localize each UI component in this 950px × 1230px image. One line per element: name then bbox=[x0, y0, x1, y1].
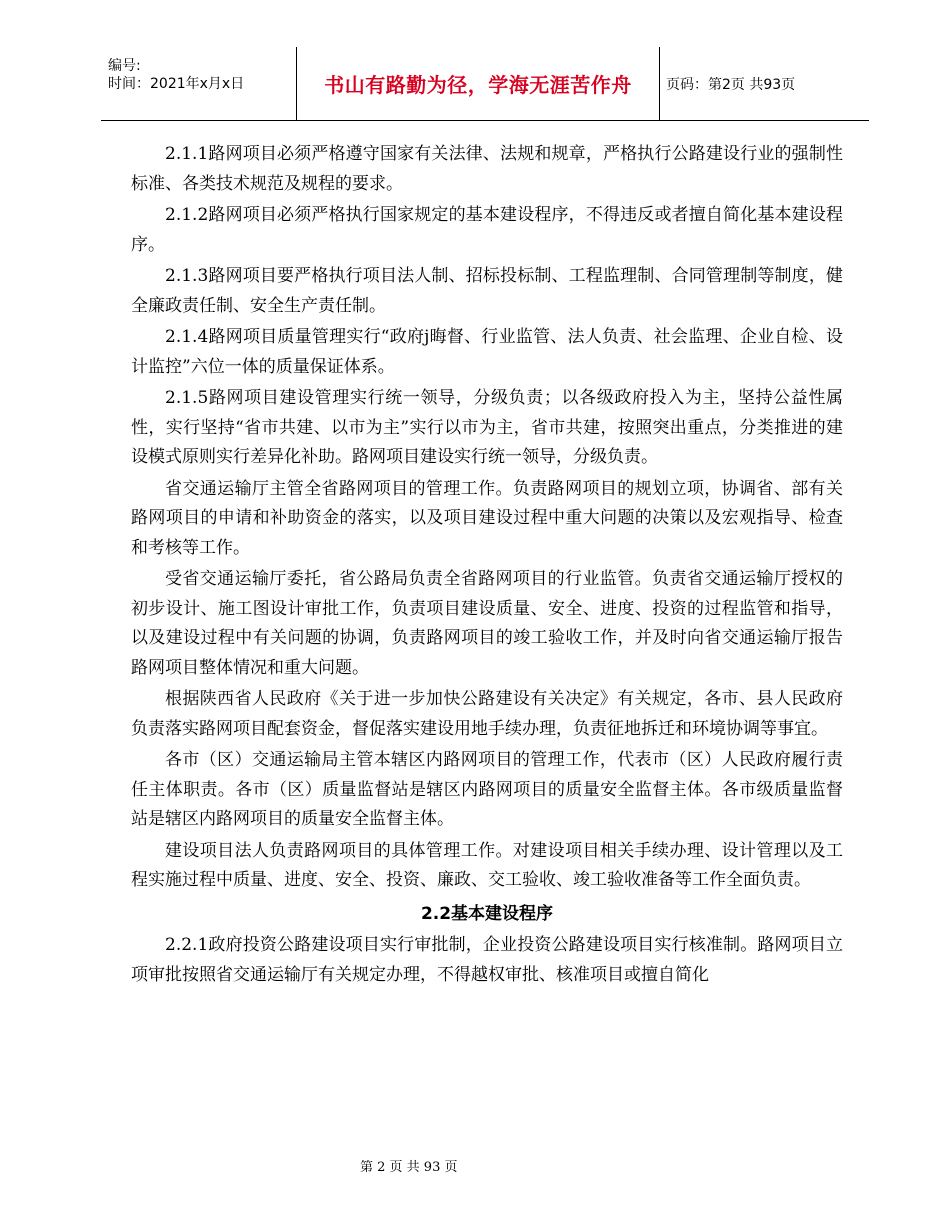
time-label: 时间：2021年x月x日 bbox=[108, 76, 245, 92]
paragraph: 2.2.1政府投资公路建设项目实行审批制，企业投资公路建设项目实行核准制。路网项目立项审批按照省交通运输厅有关规定办理，不得越权审批、核准项目或擅自简化 bbox=[131, 935, 843, 985]
paragraph: 2.1.4路网项目质量管理实行“政府j晦督、行业监管、法人负责、社会监理、企业自检、设计监控”六位一体的质量保证体系。 bbox=[131, 327, 843, 377]
header-page-info: 页码：第2页 共93页 bbox=[666, 76, 796, 93]
paragraph: 受省交通运输厅委托，省公路局负责全省路网项目的行业监管。负责省交通运输厅授权的初步设计、施工图设计审批工作，负责项目建设质量、安全、进度、投资的过程监管和指导，以及建设过程中有关问题的协调，负责路网项目的竣工验收工作，并及时向省交通运输厅报告路网项目整体情况和重大问题。 bbox=[131, 569, 843, 678]
document-body bbox=[131, 140, 843, 992]
paragraph: 建设项目法人负责路网项目的具体管理工作。对建设项目相关手续办理、设计管理以及工程实施过程中质量、进度、安全、投资、廉政、交工验收、竣工验收准备等工作全面负责。 bbox=[131, 840, 843, 890]
header-motto: 书山有路勤为径，学海无涯苦作舟 bbox=[297, 47, 660, 120]
page-header bbox=[101, 47, 869, 121]
paragraph: 各市（区）交通运输局主管本辖区内路网项目的管理工作，代表市（区）人民政府履行责任主体职责。各市（区）质量监督站是辖区内路网项目的质量安全监督主体。各市级质量监督站是辖区内路网项目的质量安全监督主体。 bbox=[131, 750, 843, 829]
section-title: 2.2基本建设程序 bbox=[420, 903, 554, 924]
page-footer: 第 2 页 共 93 页 bbox=[360, 1160, 458, 1175]
serial-label: 编号: bbox=[108, 58, 141, 74]
paragraph: 2.1.2路网项目必须严格执行国家规定的基本建设程序，不得违反或者擅自简化基本建设程序。 bbox=[131, 205, 843, 255]
paragraph: 2.1.1路网项目必须严格遵守国家有关法律、法规和规章，严格执行公路建设行业的强制性标准、各类技术规范及规程的要求。 bbox=[131, 144, 843, 194]
paragraph: 根据陕西省人民政府《关于进一步加快公路建设有关决定》有关规定，各市、县人民政府负责落实路网项目配套资金，督促落实建设用地手续办理，负责征地拆迁和环境协调等事宜。 bbox=[131, 689, 843, 739]
paragraph: 省交通运输厅主管全省路网项目的管理工作。负责路网项目的规划立项，协调省、部有关路网项目的申请和补助资金的落实，以及项目建设过程中重大问题的决策以及宏观指导、检查和考核等工作。 bbox=[131, 478, 843, 558]
paragraph: 2.1.5路网项目建设管理实行统一领导，分级负责；以各级政府投入为主，坚持公益性属性，实行坚持“省市共建、以市为主”实行以市为主，省市共建，按照突出重点，分类推进的建设模式原则实行差异化补助。路网项目建设实行统一领导，分级负责。 bbox=[131, 388, 843, 467]
paragraph: 2.1.3路网项目要严格执行项目法人制、招标投标制、工程监理制、合同管理制等制度，健全廉政责任制、安全生产责任制。 bbox=[131, 266, 843, 316]
header-meta bbox=[101, 47, 297, 120]
